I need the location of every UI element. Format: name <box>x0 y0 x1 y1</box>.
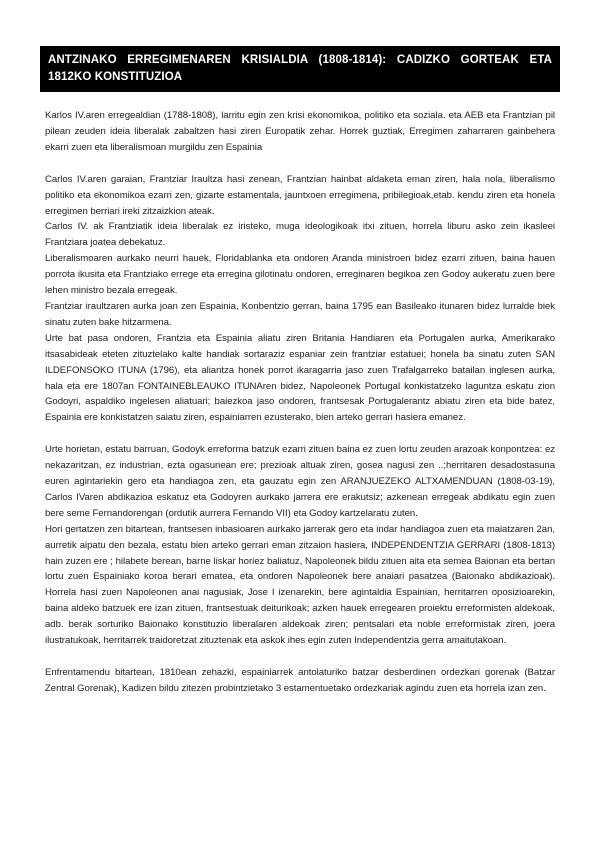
paragraph-cadiz: Enfrentamendu bitartean, 1810ean zehazki, espainiarrek antolaturiko batzar desberdinen ordezkari gorenak (Batzar Zentral Gorenak), Kadizen bildu zitezen probintzietako 3 estamentuetako ordezkariak agindu zuen eta horrela izan zen. <box>45 667 555 694</box>
paragraph-intro: Karlos IV.aren erregealdian (1788-1808), larritu egin zen krisi ekonomikoa, politiko eta soziala. eta AEB eta Frantzian pil pilean zeuden ideia liberalak zabaltzen hasi ziren Europatik zehar. Horrek guztiak, Erregimen zaharraren gainbehera ekarri zuen eta liberalismoan murgildu zen Espainia <box>45 110 555 153</box>
paragraph-ministers: Liberalismoaren aurkako neurri hauek, Floridablanka eta ondoren Aranda ministroen bidez ezarri zituen, baina hauen porrota ikusita eta Frantziako errege eta erregina gilotinatu ondoren, erreginaren begikoa zen Godoy aukeratu zuen bere lehen ministro bezala erregeak. <box>45 253 555 297</box>
paragraph-gap <box>45 426 555 442</box>
document-title: ANTZINAKO ERREGIMENAREN KRISIALDIA (1808-1814): CADIZKO GORTEAK ETA 1812KO KONSTITUZIOA <box>48 54 552 83</box>
title-banner <box>40 46 560 92</box>
paragraph-ideological-borders: Carlos IV. ak Frantziatik ideia liberalak ez iristeko, muga ideologikoak itxi zituen, horrela liburu asko zein ikasleei Frantziara joatea debekatuz. <box>45 221 555 249</box>
document-body <box>45 108 555 697</box>
paragraph-independence-war: Hori gertatzen zen bitartean, frantsesen inbasioaren aurkako jarrerak gero eta indar handiagoa zuen eta maiatzaren 2an, aurretik aipatu den bezala, estatu bien arteko gerrari eman zitzaion hasiera, INDEPENDENTZIA GERRARI (1808-1813) hain zuzen ere ; hilabete berean, barne liskar horiez baliatuz, Napoleonek bildu zituen aita eta semea Baionan eta bertan lortu zuen Espainiako koroa berari ematea, eta ondoren Napoleonek bere anaiari pasatzea (Baionako abdikazioak). Horrela hasi zuen Napoleonen anai nagusiak, Jose I izenarekin, bere agintaldia Espainian, herritarren oposizioarekin, baina aldeko batzuek ere izan zituen, frantsestuak deiturikoak; azken hauek erregearen proiektu erreformisten aldekoak, adb. berak sorturiko Baionako konstituzio liberalaren aldekoak ziren; pentsalari eta noble erreformistak ziren, joera ilustratukoak, herritarrek traidoretzat zituztenak eta askok ihes egin zuten Independentzia gerra amaitutakoan. <box>45 523 555 647</box>
paragraph-french-revolution: Carlos IV.aren garaian, Frantziar Iraultza hasi zenean, Frantzian hainbat aldaketa eman ziren, hala nola, liberalismo politiko eta ekonomikoa ezarri zen, gizarte estamentala, jauntxoen erregimena, pribilegioak,etab. kendu ziren eta honela erregimen berriari ireki zitzaizkion ateak. <box>45 173 555 217</box>
paragraph-gap <box>45 156 555 172</box>
paragraph-godoy-reforms: Urte horietan, estatu barruan, Godoyk erreforma batzuk ezarri zituen baina ez zuen lortu zeuden arazoak konpontzea: ez nekazaritzan, ez industrian, ezta ogasunean ere; prezioak altuak ziren, gosea nagusi zen ..;herritaren desadostasuna euren agintariekin gero eta handiagoa zen, eta gauzatu egin zen ARANJUEZEKO ALTXAMENDUAN (1808-03-19), Carlos IVaren abdikazioa eskatuz eta Godoyren aurkako jarrera ere erakutsiz; azkenean erregeak abdikatu egin zuen bere seme Fernandorengan (ordutik aurrera Fernando VII) eta Godoy kartzelaratu zuten. <box>45 444 555 519</box>
paragraph-convention-war: Frantziar iraultzaren aurka joan zen Espainia, Konbentzio gerran, baina 1795 ean Basileako itunaren bidez lurralde biek sinatu zuten bake hitzarmena. <box>45 300 555 328</box>
paragraph-gap <box>45 649 555 665</box>
paragraph-alliances: Urte bat pasa ondoren, Frantzia eta Espainia aliatu ziren Britania Handiaren eta Portugalen aurka, Amerikarako itsasabideak eteten zituztelako kalte handiak sortaraziz espaniar zein frantziar estatuei; honela ba sinatu zuten SAN ILDEFONSOKO ITUNA (1796), eta aliantza honek porrot ikaragarria jaso zuen Trafalgarreko batailan inglesen aurka, hala eta ere 1807an FONTAINEBLEAUKO ITUNAren bidez, Napoleonek Portugal konkistatzeko laguntza eskatu zion Godoyri, aspaldiko ingelesen aliatuari; baiezkoa jaso ondoren, frantsesak Portugalerantz abiatu ziren eta bide batez, Espainia ere konkistatzen saiatu ziren, espainiarren ezusterako, bien arteko gerrari hasiera emanez. <box>45 332 555 424</box>
